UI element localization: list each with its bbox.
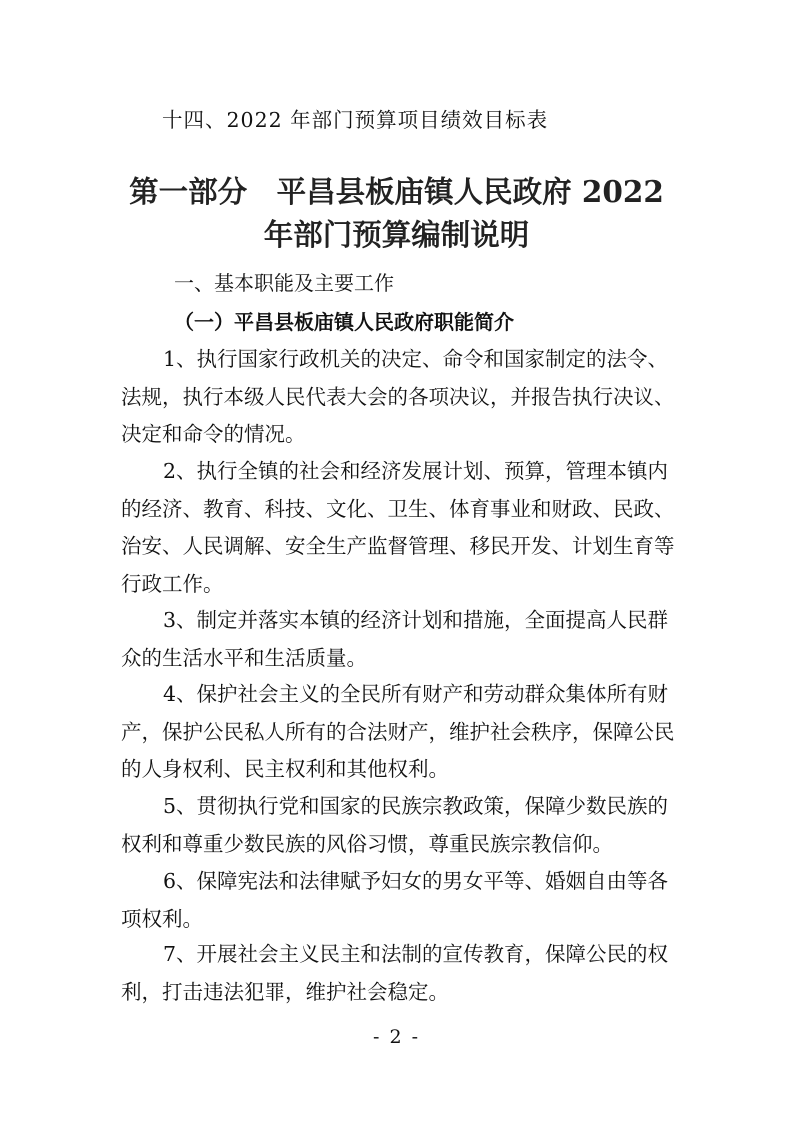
paragraph-line: 2、执行全镇的社会和经济发展计划、预算，管理本镇内 bbox=[163, 459, 669, 483]
paragraph-4 bbox=[121, 676, 675, 789]
paragraph-line: 的人身权利、民主权利和其他权利。 bbox=[121, 757, 449, 782]
paragraph-line: 项权利。 bbox=[121, 906, 203, 931]
paragraph-line: 众的生活水平和生活质量。 bbox=[121, 645, 367, 670]
paragraph-line: 决定和命令的情况。 bbox=[121, 422, 306, 447]
section-heading: 一、基本职能及主要工作 bbox=[174, 271, 394, 295]
paragraph-line: 1、执行国家行政机关的决定、命令和国家制定的法令、 bbox=[163, 347, 669, 371]
part-title-line-1: 第一部分 平昌县板庙镇人民政府 2022 bbox=[129, 174, 664, 209]
paragraph-line: 7、开展社会主义民主和法制的宣传教育，保障公民的权 bbox=[163, 942, 669, 966]
paragraph-line: 法规，执行本级人民代表大会的各项决议，并报告执行决议、 bbox=[121, 384, 675, 409]
paragraph-2 bbox=[121, 453, 675, 603]
paragraph-3 bbox=[121, 602, 668, 677]
paragraph-line: 6、保障宪法和法律赋予妇女的男女平等、婚姻自由等各 bbox=[163, 869, 669, 893]
page-number: - 2 - bbox=[372, 1026, 420, 1048]
paragraph-line: 5、贯彻执行党和国家的民族宗教政策，保障少数民族的 bbox=[163, 794, 669, 818]
part-title-line-2: 年部门预算编制说明 bbox=[263, 217, 530, 252]
paragraph-line: 治安、人民调解、安全生产监督管理、移民开发、计划生育等 bbox=[121, 534, 675, 559]
paragraph-line: 权利和尊重少数民族的风俗习惯，尊重民族宗教信仰。 bbox=[121, 831, 613, 856]
paragraph-line: 产，保护公民私人所有的合法财产，维护社会秩序，保障公民 bbox=[121, 719, 675, 744]
part-title bbox=[90, 170, 703, 256]
paragraph-line: 利，打击违法犯罪，维护社会稳定。 bbox=[121, 979, 449, 1004]
paragraph-7 bbox=[121, 936, 668, 1011]
paragraph-line: 4、保护社会主义的全民所有财产和劳动群众集体所有财 bbox=[163, 682, 669, 706]
paragraph-line: 的经济、教育、科技、文化、卫生、体育事业和财政、民政、 bbox=[121, 496, 675, 521]
paragraph-6 bbox=[121, 863, 668, 938]
paragraph-line: 行政工作。 bbox=[121, 571, 224, 596]
paragraph-1 bbox=[121, 341, 675, 454]
paragraph-line: 3、制定并落实本镇的经济计划和措施，全面提高人民群 bbox=[163, 608, 669, 632]
paragraph-5 bbox=[121, 788, 668, 863]
toc-line: 十四、2022 年部门预算项目绩效目标表 bbox=[162, 108, 549, 132]
subsection-heading: （一）平昌县板庙镇人民政府职能简介 bbox=[174, 310, 514, 334]
